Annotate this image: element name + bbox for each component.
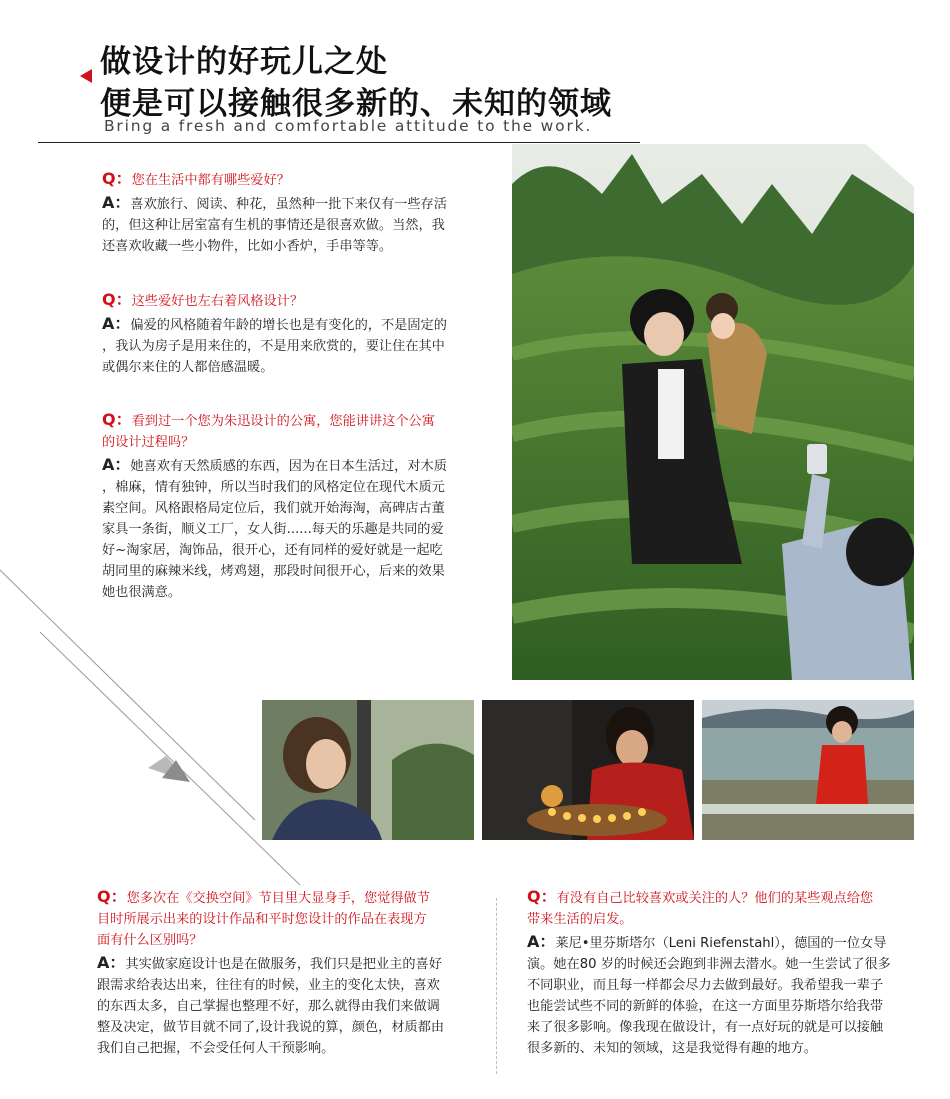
question-line: 有没有自己比较喜欢或关注的人？他们的某些观点给您 [556, 891, 874, 906]
question-line: 面有什么区别吗？ [97, 933, 203, 948]
answer-line: 很多新的、未知的领域，这是我觉得有趣的地方。 [527, 1041, 818, 1056]
question-text: 这些爱好也左右着风格设计？ [131, 294, 304, 309]
page-subtitle: Bring a fresh and comfortable attitude to the work. [104, 117, 593, 135]
answer [97, 952, 469, 1059]
question-line: 的设计过程吗？ [102, 435, 195, 450]
q-label: Q： [102, 290, 132, 309]
a-label: A： [527, 932, 556, 951]
question-line: 目时所展示出来的设计作品和平时您设计的作品在表现方 [97, 912, 427, 927]
answer-line: ，棉麻，情有独钟，所以当时我们的风格定位在现代木质元 [102, 480, 445, 495]
column-divider [496, 898, 497, 1074]
question [102, 409, 474, 453]
question-line: 您多次在《交换空间》节目里大显身手，您觉得做节 [126, 891, 430, 906]
a-label: A： [97, 953, 126, 972]
page-title-line-1: 做设计的好玩儿之处 [100, 44, 388, 80]
question-text: 您在生活中都有哪些爱好？ [131, 173, 290, 188]
a-label: A： [102, 193, 131, 212]
answer-line: 演。她在80 岁的时候还会跑到非洲去潜水。她一生尝试了很多 [527, 957, 891, 972]
answer [102, 192, 474, 257]
qa-tv-show [97, 886, 469, 1059]
qa-hobbies-style [102, 289, 474, 378]
question [527, 886, 919, 930]
question-line: 看到过一个您为朱迅设计的公寓，您能讲讲这个公寓 [131, 414, 435, 429]
a-label: A： [102, 314, 131, 333]
answer-line: 其实做家庭设计也是在做服务，我们只是把业主的喜好 [125, 957, 442, 972]
answer-line: 跟需求给表达出来，往往有的时候，业主的变化太快，喜欢 [97, 978, 440, 993]
answer-line: 来了很多影响。像我现在做设计，有一点好玩的就是可以接触 [527, 1020, 884, 1035]
answer-line: 偏爱的风格随着年龄的增长也是有变化的，不是固定的 [130, 318, 447, 333]
question-line: 带来生活的启发。 [527, 912, 633, 927]
answer-line: ，我认为房子是用来住的，不是用来欣赏的，要让住在其中 [102, 339, 445, 354]
qa-hobbies [102, 168, 474, 257]
answer-line: 胡同里的麻辣米线，烤鸡翅，那段时间很开心，后来的效果 [102, 564, 445, 579]
q-label: Q： [97, 887, 127, 906]
header-rule [38, 142, 640, 143]
answer-line: 莱尼•里芬斯塔尔（Leni Riefenstahl），德国的一位女导 [555, 936, 887, 951]
qa-inspiration [527, 886, 919, 1059]
tea-garden-photo [512, 144, 914, 680]
q-label: Q： [527, 887, 557, 906]
answer-line: 也能尝试些不同的新鲜的体验，在这一方面里芬斯塔尔给我带 [527, 999, 884, 1014]
answer-line: 或偶尔来住的人都倍感温暖。 [102, 360, 274, 375]
answer-line: 还喜欢收藏一些小物件，比如小香炉，手串等等。 [102, 239, 393, 254]
title-marker-triangle [80, 69, 92, 83]
answer-line: 的东西太多，自己掌握也整理不好，那么就得由我们来做调 [97, 999, 440, 1014]
question [102, 289, 474, 312]
answer-line: 整及决定，做节目就不同了,设计我说的算，颜色，材质都由 [97, 1020, 445, 1035]
answer-line: 不同职业，而且每一样都会尽力去做到最好。我希望我一辈子 [527, 978, 884, 993]
candle-lighting-photo [482, 700, 694, 840]
answer [102, 313, 474, 378]
q-label: Q： [102, 410, 132, 429]
answer-line: 素空间。风格跟格局定位后，我们就开始海淘，高碑店古董 [102, 501, 445, 516]
answer-line: 喜欢旅行、阅读、种花，虽然种一批下来仅有一些存活 [130, 197, 447, 212]
answer-line: 她也很满意。 [102, 585, 182, 600]
answer-line: 好~淘家居，淘饰品，很开心，还有同样的爱好就是一起吃 [102, 543, 443, 558]
question [97, 886, 469, 951]
lakeside-photo [702, 700, 914, 840]
question [102, 168, 474, 191]
q-label: Q： [102, 169, 132, 188]
answer-line: 她喜欢有天然质感的东西，因为在日本生活过，对木质 [130, 459, 447, 474]
a-label: A： [102, 455, 131, 474]
answer-line: 的，但这种让居室富有生机的事情还是很喜欢做。当然，我 [102, 218, 445, 233]
page-title-line-2: 便是可以接触很多新的、未知的领域 [100, 86, 612, 122]
answer-line: 我们自己把握，不会受任何人干预影响。 [97, 1041, 335, 1056]
answer-line: 家具一条街，顺义工厂，女人街......每天的乐趣是共同的爱 [102, 522, 444, 537]
decorative-diagonal-lines [0, 560, 320, 900]
answer [527, 931, 919, 1059]
